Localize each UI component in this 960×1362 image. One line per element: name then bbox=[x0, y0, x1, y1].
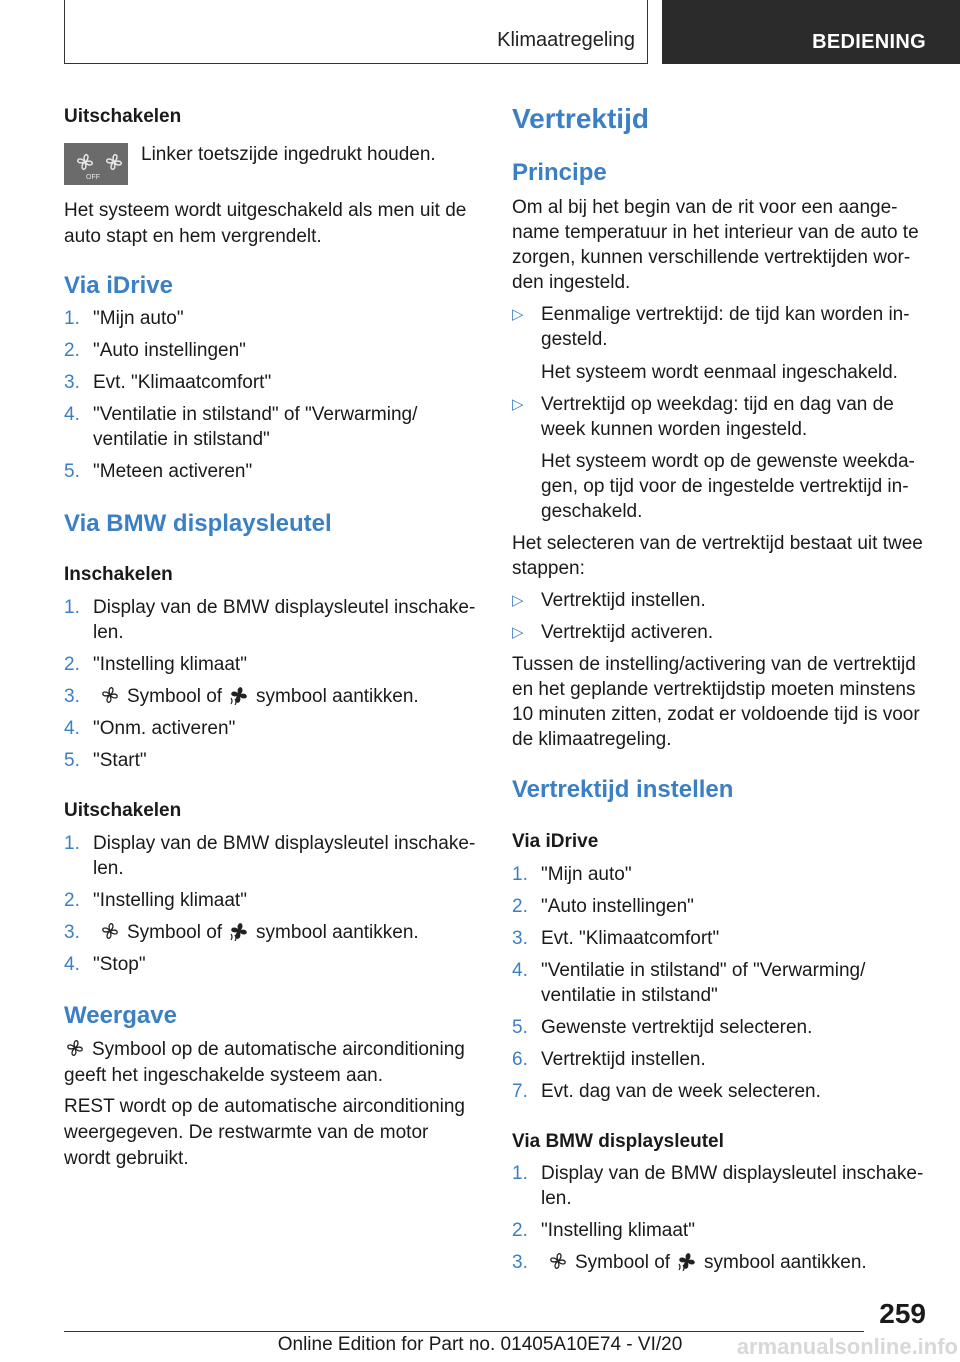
step-line: Display van de BMW displaysleutel inschake- bbox=[93, 833, 476, 854]
bullet-sub: geschakeld. bbox=[541, 501, 643, 522]
step-number: 2. bbox=[64, 890, 80, 911]
step-number: 1. bbox=[512, 1163, 528, 1184]
bullet-line: gesteld. bbox=[541, 329, 608, 350]
step-text bbox=[93, 338, 476, 363]
fan-icon bbox=[99, 921, 121, 941]
step-text bbox=[93, 370, 476, 395]
triangle-bullet-icon: ▷ bbox=[512, 306, 524, 323]
step-post: symbool aantikken. bbox=[256, 922, 419, 943]
step-text bbox=[93, 831, 476, 881]
step-number: 3. bbox=[64, 922, 80, 943]
tussen-line: 10 minuten zitten, zodat er voldoende tijd is voor bbox=[512, 704, 920, 725]
step-line: len. bbox=[93, 622, 124, 643]
step-text bbox=[541, 1015, 930, 1040]
principe-line: Om al bij het begin van de rit voor een aange- bbox=[512, 197, 898, 218]
para-line: Het systeem wordt uitgeschakeld als men uit de bbox=[64, 200, 467, 221]
para-line: auto stapt en hem vergrendelt. bbox=[64, 226, 322, 247]
step-pre: Symbool of bbox=[575, 1252, 671, 1273]
step-number: 5. bbox=[64, 750, 80, 771]
fan-heat-icon bbox=[676, 1251, 698, 1271]
step-pre: Symbool of bbox=[127, 922, 223, 943]
rest-line: REST wordt op de automatische airconditioning bbox=[64, 1096, 465, 1117]
fan-icon bbox=[99, 685, 121, 705]
tussen-line: Tussen de instelling/activering van de vertrektijd bbox=[512, 654, 916, 675]
via-idrive-heading: Via iDrive bbox=[64, 272, 173, 299]
fan-icon bbox=[547, 1251, 569, 1271]
step-line: "Instelling klimaat" bbox=[541, 1220, 695, 1241]
section-title: BEDIENING bbox=[812, 31, 926, 53]
step-number: 7. bbox=[512, 1081, 528, 1102]
step-line: Display van de BMW displaysleutel inschake- bbox=[93, 597, 476, 618]
edition-text: Online Edition for Part no. 01405A10E74 - VI/20 bbox=[277, 1334, 683, 1355]
section-tab bbox=[662, 0, 960, 64]
step-text bbox=[93, 684, 476, 709]
rest-line: weergegeven. De restwarmte van de motor bbox=[64, 1122, 429, 1143]
uitschakelen-heading: Uitschakelen bbox=[64, 106, 182, 127]
step-line: Display van de BMW displaysleutel inschake- bbox=[541, 1163, 924, 1184]
step-line: Evt. "Klimaatcomfort" bbox=[93, 372, 272, 393]
step-line: Vertrektijd instellen. bbox=[541, 1049, 706, 1070]
step-post: symbool aantikken. bbox=[256, 686, 419, 707]
step-line: Evt. dag van de week selecteren. bbox=[541, 1081, 821, 1102]
step-text bbox=[93, 652, 476, 677]
bullet-sub: gen, op tijd voor de ingestelde vertrektijd in- bbox=[541, 476, 909, 497]
bullet-line: Vertrektijd instellen. bbox=[541, 590, 706, 611]
step-line: "Auto instellingen" bbox=[93, 340, 246, 361]
step-number: 5. bbox=[512, 1017, 528, 1038]
step-number: 4. bbox=[512, 960, 528, 981]
vertrektijd-title: Vertrektijd bbox=[512, 103, 649, 134]
step-text bbox=[93, 716, 476, 741]
step-line: Evt. "Klimaatcomfort" bbox=[541, 928, 720, 949]
step-text bbox=[93, 748, 476, 773]
inschakelen-heading: Inschakelen bbox=[64, 564, 173, 585]
weergave-line: geeft het ingeschakelde systeem aan. bbox=[64, 1065, 383, 1086]
via-bmw-subheading: Via BMW displaysleutel bbox=[512, 1131, 724, 1152]
step-number: 1. bbox=[512, 864, 528, 885]
step-post: symbool aantikken. bbox=[704, 1252, 867, 1273]
bullet-sub: Het systeem wordt eenmaal ingeschakeld. bbox=[541, 362, 898, 383]
bullet-line: Vertrektijd op weekdag: tijd en dag van de bbox=[541, 394, 894, 415]
principe-line: den ingesteld. bbox=[512, 272, 631, 293]
step-number: 3. bbox=[64, 686, 80, 707]
bullet-sub: Het systeem wordt op de gewenste weekda- bbox=[541, 451, 915, 472]
select-line: Het selecteren van de vertrektijd bestaat uit twee bbox=[512, 533, 923, 554]
chapter-title: Klimaatregeling bbox=[497, 29, 635, 51]
tussen-line: en het geplande vertrektijdstip moeten minstens bbox=[512, 679, 916, 700]
step-line: Gewenste vertrektijd selecteren. bbox=[541, 1017, 813, 1038]
step-number: 3. bbox=[64, 372, 80, 393]
step-text bbox=[93, 952, 476, 977]
step-number: 5. bbox=[64, 461, 80, 482]
triangle-bullet-icon: ▷ bbox=[512, 624, 524, 641]
watermark: armanualsonline.info bbox=[736, 1334, 958, 1359]
step-line: ventilatie in stilstand" bbox=[541, 985, 718, 1006]
principe-heading: Principe bbox=[512, 159, 607, 186]
step-text bbox=[93, 595, 476, 645]
weergave-line: Symbool op de automatische airconditioning bbox=[64, 1037, 465, 1062]
step-line: "Start" bbox=[93, 750, 147, 771]
step-number: 2. bbox=[512, 1220, 528, 1241]
footer-divider bbox=[64, 1331, 864, 1332]
step-text bbox=[93, 920, 476, 945]
step-text bbox=[541, 1047, 930, 1072]
svg-text:OFF: OFF bbox=[86, 174, 100, 181]
step-line: "Ventilatie in stilstand" of "Verwarming/ bbox=[541, 960, 866, 981]
step-line: "Stop" bbox=[93, 954, 146, 975]
step-line: "Mijn auto" bbox=[93, 308, 184, 329]
triangle-bullet-icon: ▷ bbox=[512, 396, 524, 413]
header-bar bbox=[64, 0, 648, 64]
step-line: "Meteen activeren" bbox=[93, 461, 253, 482]
bullet-line: Eenmalige vertrektijd: de tijd kan worden in- bbox=[541, 304, 910, 325]
principe-line: zorgen, kunnen verschillende vertrektijden wor- bbox=[512, 247, 911, 268]
step-number: 2. bbox=[64, 654, 80, 675]
step-number: 1. bbox=[64, 833, 80, 854]
step-text bbox=[541, 926, 930, 951]
fan-off-button-image bbox=[64, 143, 128, 185]
bullet-line: Vertrektijd activeren. bbox=[541, 622, 714, 643]
step-number: 4. bbox=[64, 718, 80, 739]
step-text bbox=[541, 862, 930, 887]
step-text bbox=[93, 306, 476, 331]
uitschakelen-text: Linker toetszijde ingedrukt houden. bbox=[141, 144, 436, 165]
step-number: 1. bbox=[64, 308, 80, 329]
step-text bbox=[541, 1250, 930, 1275]
bullet-line: week kunnen worden ingesteld. bbox=[541, 419, 808, 440]
step-text bbox=[93, 888, 476, 913]
step-number: 4. bbox=[64, 954, 80, 975]
fan-heat-icon bbox=[228, 921, 250, 941]
step-line: "Instelling klimaat" bbox=[93, 890, 247, 911]
step-number: 2. bbox=[512, 896, 528, 917]
step-line: "Auto instellingen" bbox=[541, 896, 694, 917]
step-pre: Symbool of bbox=[127, 686, 223, 707]
step-text bbox=[541, 958, 930, 1008]
rest-line: wordt gebruikt. bbox=[64, 1148, 189, 1169]
step-line: "Instelling klimaat" bbox=[93, 654, 247, 675]
step-number: 3. bbox=[512, 1252, 528, 1273]
step-number: 6. bbox=[512, 1049, 528, 1070]
step-number: 3. bbox=[512, 928, 528, 949]
page-number: 259 bbox=[879, 1298, 926, 1329]
fan-heat-icon bbox=[228, 685, 250, 705]
step-text bbox=[541, 1218, 930, 1243]
step-line: len. bbox=[93, 858, 124, 879]
step-text bbox=[93, 402, 476, 452]
vertrektijd-instellen-heading: Vertrektijd instellen bbox=[512, 776, 734, 803]
fan-icon bbox=[64, 1038, 86, 1058]
select-line: stappen: bbox=[512, 558, 585, 579]
via-bmw-displaysleutel-heading: Via BMW displaysleutel bbox=[64, 510, 332, 537]
step-line: len. bbox=[541, 1188, 572, 1209]
weergave-heading: Weergave bbox=[64, 1002, 177, 1029]
tussen-line: de klimaatregeling. bbox=[512, 729, 672, 750]
step-text bbox=[541, 1161, 930, 1211]
step-line: "Mijn auto" bbox=[541, 864, 632, 885]
principe-line: name temperatuur in het interieur van de auto te bbox=[512, 222, 919, 243]
step-text bbox=[541, 1079, 930, 1104]
via-idrive-subheading: Via iDrive bbox=[512, 831, 599, 852]
step-number: 1. bbox=[64, 597, 80, 618]
step-text bbox=[93, 459, 476, 484]
step-text bbox=[541, 894, 930, 919]
step-line: "Ventilatie in stilstand" of "Verwarming/ bbox=[93, 404, 418, 425]
triangle-bullet-icon: ▷ bbox=[512, 592, 524, 609]
uitschakelen2-heading: Uitschakelen bbox=[64, 800, 182, 821]
step-number: 4. bbox=[64, 404, 80, 425]
step-line: ventilatie in stilstand" bbox=[93, 429, 270, 450]
fan-off-icon bbox=[64, 143, 128, 185]
step-number: 2. bbox=[64, 340, 80, 361]
step-line: "Onm. activeren" bbox=[93, 718, 236, 739]
